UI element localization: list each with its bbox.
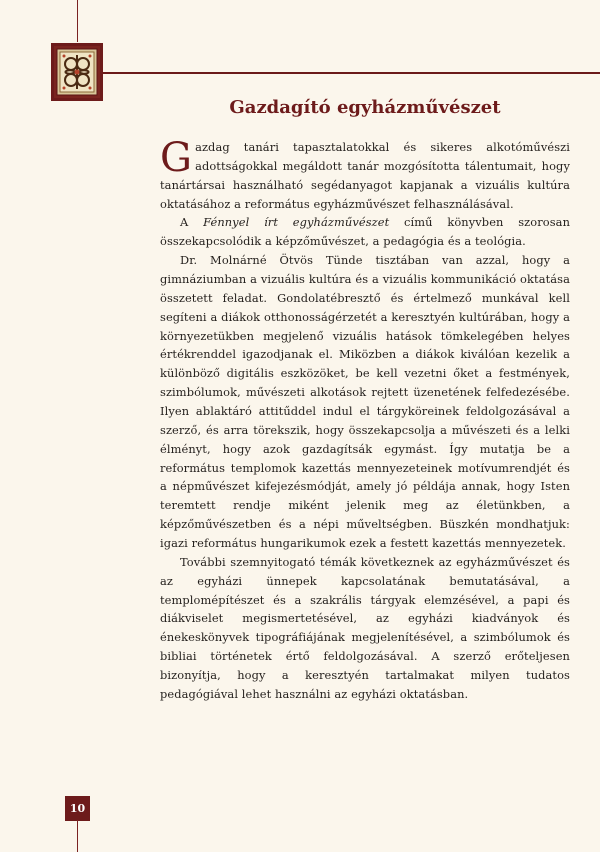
paragraph-4: További szemnyitogató témák következnek az egyházművészet és az egyházi ünnepek kapcsolatának bemutatásával, a templomépítészet és a szakrális tárgyak elemzésével, a papi és diákviselet megismertetésével, az egyházi kiadványok és énekeskönyvek tipográfiájának megjelenítésével, a szimbólumok és bibliai történetek értő feldolgozásával. A szerző erőteljesen bizonyítja, hogy a keresztyén tartalmakat milyen tudatos pedagógiával lehet használni az egyházi oktatásban. — [160, 554, 570, 701]
page-number: 10 — [65, 796, 90, 821]
paragraph-1-text: azdag tanári tapasztalatokkal és sikeres alkotóművészi adottságokkal megáldott tanár mozgósította tálentumait, hogy tanártársai használható segédanyagot kapjanak a vizuális kultúra oktatásához a református egyházművészet felhasználásával. — [160, 140, 570, 211]
paragraph-2-rest: című könyvben szorosan összekapcsolódik a képzőművészet, a pedagógia és a teológia. — [160, 215, 571, 249]
book-title: Fénnyel írt egyházművészet — [203, 215, 390, 230]
paragraph-2 — [160, 213, 570, 251]
paragraph-1 — [160, 135, 570, 213]
paragraph-2-lead: A — [180, 215, 204, 230]
celtic-knot-ornament-icon — [51, 43, 103, 101]
vertical-rule-bottom — [77, 820, 78, 852]
paragraph-3: Dr. Molnárné Ötvös Tünde tisztában van azzal, hogy a gimnáziumban a vizuális kultúra és a vizuális kommunikáció oktatása összetett feladat. Gondolatébresztő és értelmező munkával kell segíteni a diákok otthonosságérzetét a keresztyén kultúrában, hogy a környezetükben megjelenő vizuális hatások tömkelegében helyes értékrenddel igazodjanak el. Miközben a diákok kiválóan kezelik a különböző digitális eszközöket, be kell vezetni őket a festmények, szimbólumok, művészeti alkotások rejtett üzenetének felfedezésébe. Ilyen ablaktáró attitűddel indul el tárgyköreinek feldolgozásával a szerző, és arra törekszik, hogy összekapcsolja a művészeti és a lelki élményt, hogy azok gazdagítsák egymást. Így mutatja be a református templomok kazettás mennyezeteinek motívumrendjét és a népművészet kifejezésmódját, amely jó példája annak, hogy Isten teremtett rendje miként jelenik meg az életünkben, a képzőművészetben és a népi műveltségben. Büszkén mondhatjuk: igazi református hungarikumok ezek a festett kazettás mennyezetek. — [160, 253, 570, 551]
article-body — [160, 135, 571, 704]
vertical-rule-top — [77, 0, 78, 42]
page-title: Gazdagító egyházművészet — [229, 97, 501, 118]
drop-cap: G — [160, 135, 193, 181]
header-rule — [102, 72, 600, 74]
